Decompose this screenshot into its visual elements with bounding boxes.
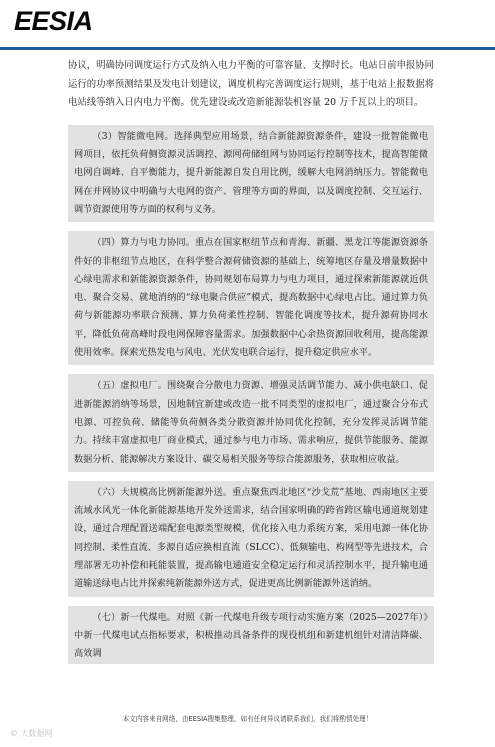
header-divider bbox=[0, 47, 495, 50]
paragraph-virtual-power-plant: （五）虚拟电厂。围绕聚合分散电力资源、增强灵活调节能力、减小供电缺口、促进新能源消纳等场景，因地制宜新建或改造一批不同类型的虚拟电厂，通过聚合分布式电源、可控负荷、储能等负荷侧各类分散资源并协同优化控制，充分发挥灵活调节能力。持续丰富虚拟电厂商业模式，通过参与电力市场、需求响应，提供节能服务、能源数据分析、能源解决方案设计、碳交易相关服务等综合能源服务，获取相应收益。 bbox=[74, 380, 428, 465]
section-compute-power-synergy bbox=[68, 231, 434, 365]
paragraph-renewable-transmission: （六）大规模高比例新能源外送。重点聚焦西北地区“沙戈荒”基地、西南地区主要流域水风光一体化新能源基地开发外送需求，结合国家明确的跨省跨区输电通道规划建设，通过合理配置送端配套电源类型规模，优化接入电力系统方案，采用电源一体化协同控制、柔性直流、多源自适应换相直流（SLCC）、低频输电、构网型等先进技术，合理部署无功补偿和耗能装置，提高输电通道安全稳定运行和灵活控制水平，提升输电通道输送绿电占比并探索纯新能源外送方式，促进更高比例新能源外送消纳。 bbox=[74, 486, 428, 590]
eesia-logo: EESIA bbox=[14, 6, 93, 36]
paragraph-new-coal-power: （七）新一代煤电。对照《新一代煤电升级专项行动实施方案（2025—2027年）》中新一代煤电试点指标要求，积极推动具备条件的现役机组和新建机组针对清洁降碳、高效调 bbox=[74, 611, 428, 660]
section-virtual-power-plant bbox=[68, 374, 434, 471]
section-smart-microgrid bbox=[68, 125, 434, 222]
paragraph-continued: 协议，明确协同调度运行方式及纳入电力平衡的可靠容量、支撑时长。电站日前申报协同运行的功率预测结果及发电计划建议，调度机构完善调度运行规则，基于电站上报数据将电站线等纳入日内电力平衡。优先建设或改造新能源装机容量 20 万千瓦以上的项目。 bbox=[68, 60, 434, 109]
section-new-coal-power bbox=[68, 606, 434, 664]
document-body bbox=[68, 57, 434, 673]
footer-notice: 本文内容来自网络，由EESIA搜集整理，如有任何异议请联系我们，我们将酌情处理！ bbox=[122, 715, 373, 723]
paragraph-compute-power-synergy: （四）算力与电力协同。重点在国家枢纽节点和青海、新疆、黑龙江等能源资源条件好的非枢纽节点地区，在科学整合源荷储资源的基础上，统筹地区存量及增量数据中心绿电需求和新能源资源条件，协同规划布局算力与电力项目，通过探索新能源就近供电、聚合交易、就地消纳的“绿电聚合供应”模式，提高数据中心绿电占比。通过算力负荷与新能源功率联合预测、算力负荷柔性控制、智能化调度等技术，提升源荷协同水平，降低负荷高峰时段电网保障容量需求。加强数据中心余热资源回收利用，提高能源使用效率。探索光热发电与风电、光伏发电联合运行，提升稳定供应水平。 bbox=[74, 237, 428, 359]
watermark: © 大数据网 bbox=[10, 729, 53, 738]
paragraph-smart-microgrid: （3）智能微电网。选择典型应用场景，结合新能源资源条件，建设一批智能微电网项目，依托负荷侧资源灵活调控、源网荷储组网与协同运行控制等技术，提高智能微电网自调峰、自平衡能力，提升新能源自发自用比例，缓解大电网消纳压力。智能微电网在并网协议中明确与大电网的资产、管理等方面的界面，以及调度控制、交互运行、调节资源使用等方面的权利与义务。 bbox=[74, 130, 428, 215]
section-renewable-transmission bbox=[68, 481, 434, 597]
